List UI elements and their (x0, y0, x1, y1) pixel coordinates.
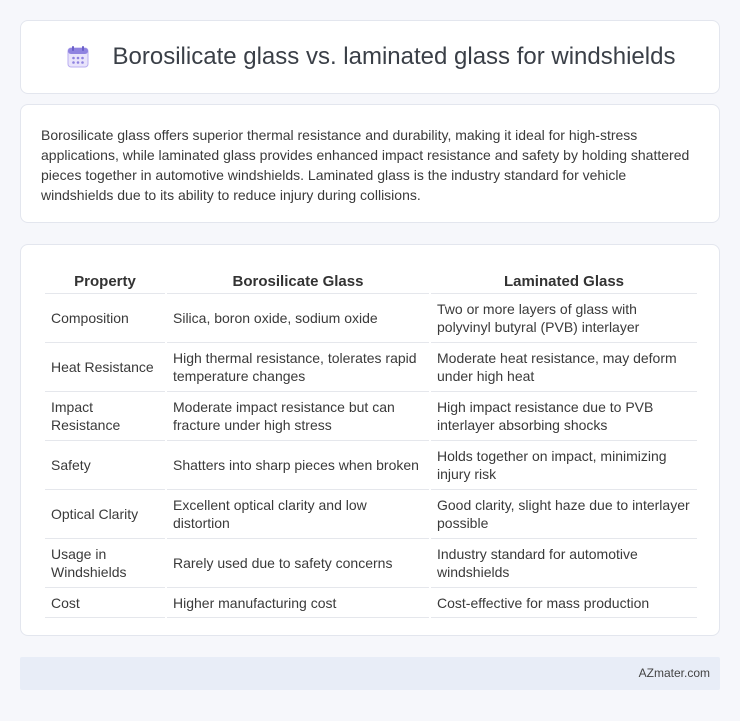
row-borosilicate: Rarely used due to safety concerns (167, 538, 429, 587)
table-header-row (45, 265, 697, 293)
row-laminated: Holds together on impact, minimizing injury risk (431, 440, 697, 489)
row-property: Safety (45, 440, 165, 489)
header-borosilicate: Borosilicate Glass (232, 272, 364, 290)
row-borosilicate: Shatters into sharp pieces when broken (167, 440, 429, 489)
page-title: Borosilicate glass vs. laminated glass for windshields (112, 43, 676, 70)
row-property: Composition (45, 293, 165, 342)
header-laminated: Laminated Glass (503, 272, 625, 290)
row-laminated: Industry standard for automotive windshields (431, 538, 697, 587)
header-property: Property (74, 272, 136, 290)
row-laminated: High impact resistance due to PVB interlayer absorbing shocks (431, 391, 697, 440)
table-row (45, 440, 697, 489)
row-borosilicate: High thermal resistance, tolerates rapid temperature changes (167, 342, 429, 391)
table-row (45, 587, 697, 618)
row-property: Optical Clarity (45, 489, 165, 538)
row-property: Usage in Windshields (45, 538, 165, 587)
row-laminated: Moderate heat resistance, may deform under high heat (431, 342, 697, 391)
row-borosilicate: Silica, boron oxide, sodium oxide (167, 293, 429, 342)
summary-text: Borosilicate glass offers superior thermal resistance and durability, making it ideal for high-stress applications, while laminated glass provides enhanced impact resistance and safety by holding shattered pieces together in automotive windshields. Laminated glass is the industry standard for vehicle windshields due to its ability to reduce injury during collisions. (41, 127, 690, 203)
comparison-table (43, 265, 699, 618)
footer-source: AZmater.com (638, 666, 710, 680)
table-row (45, 489, 697, 538)
row-property: Heat Resistance (45, 342, 165, 391)
row-property: Cost (45, 587, 165, 618)
calendar-icon (65, 44, 91, 70)
table-row (45, 391, 697, 440)
comparison-table-card (20, 244, 720, 636)
table-row (45, 342, 697, 391)
summary-card (20, 104, 720, 223)
row-laminated: Cost-effective for mass production (431, 587, 697, 618)
row-property: Impact Resistance (45, 391, 165, 440)
footer (20, 657, 720, 690)
row-laminated: Good clarity, slight haze due to interlayer possible (431, 489, 697, 538)
title-card (20, 20, 720, 94)
table-row (45, 538, 697, 587)
row-borosilicate: Higher manufacturing cost (167, 587, 429, 618)
row-laminated: Two or more layers of glass with polyvinyl butyral (PVB) interlayer (431, 293, 697, 342)
row-borosilicate: Moderate impact resistance but can fracture under high stress (167, 391, 429, 440)
table-row (45, 293, 697, 342)
row-borosilicate: Excellent optical clarity and low distortion (167, 489, 429, 538)
